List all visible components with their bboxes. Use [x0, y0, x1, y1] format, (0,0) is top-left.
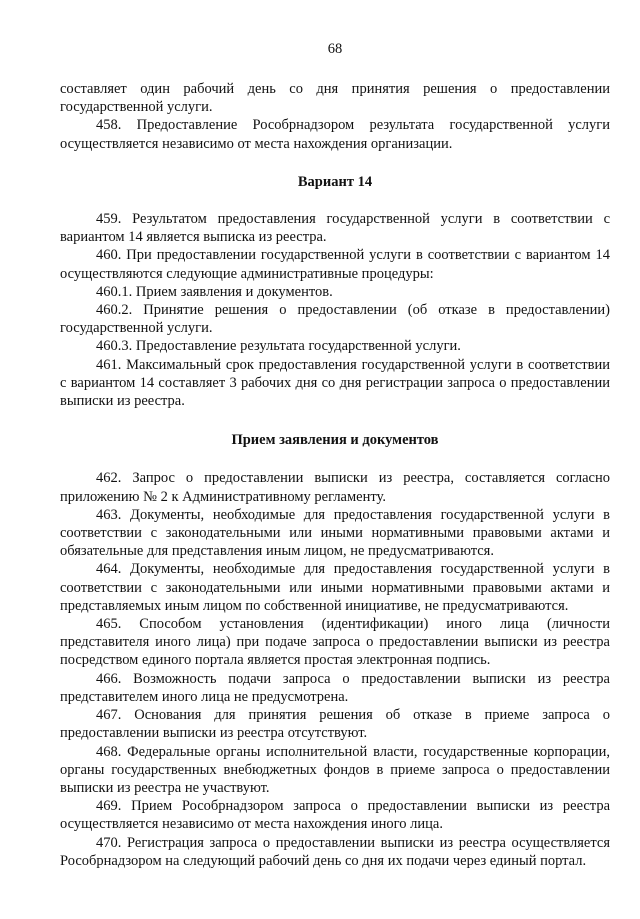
paragraph-459: 459. Результатом предоставления государственной услуги в соответствии с вариантом 14 является выписка из реестра. — [60, 211, 610, 246]
paragraph-458: 458. Предоставление Рособрнадзором результата государственной услуги осуществляется независимо от места нахождения организации. — [60, 117, 610, 152]
section-heading-application-intake: Прием заявления и документов — [231, 432, 439, 449]
section-heading-variant-14: Вариант 14 — [297, 173, 373, 190]
paragraph-460-2: 460.2. Принятие решения о предоставлении (об отказе в предоставлении) государственной услуги. — [60, 302, 610, 337]
paragraph-462: 462. Запрос о предоставлении выписки из реестра, составляется согласно приложению № 2 к Административному регламенту. — [60, 470, 610, 505]
paragraph-467: 467. Основания для принятия решения об отказе в приеме запроса о предоставлении выписки из реестра отсутствуют. — [60, 707, 610, 742]
paragraph-460-1: 460.1. Прием заявления и документов. — [96, 283, 333, 300]
paragraph-468: 468. Федеральные органы исполнительной власти, государственные корпорации, органы государственных внебюджетных фондов в приеме запроса о предоставлении выписки из реестра не участвуют. — [60, 743, 610, 796]
paragraph-466: 466. Возможность подачи запроса о предоставлении выписки из реестра представителем иного лица не предусмотрена. — [60, 670, 610, 705]
paragraph-464: 464. Документы, необходимые для предоставления государственной услуги в соответствии с законодательными или иными нормативными правовыми актами и представляемых иным лицом по собственной инициативе, не предусматриваются. — [60, 561, 610, 614]
paragraph-continuation: составляет один рабочий день со дня принятия решения о предоставлении государственной услуги. — [60, 81, 610, 116]
paragraph-460: 460. При предоставлении государственной услуги в соответствии с вариантом 14 осуществляются следующие административные процедуры: — [60, 247, 610, 282]
paragraph-460-3: 460.3. Предоставление результата государственной услуги. — [96, 338, 461, 355]
paragraph-463: 463. Документы, необходимые для предоставления государственной услуги в соответствии с законодательными или иными нормативными правовыми актами и обязательные для представления иным лицом, не предусматриваются. — [60, 506, 610, 560]
paragraph-469: 469. Прием Рособрнадзором запроса о предоставлении выписки из реестра осуществляется независимо от места нахождения иного лица. — [60, 798, 610, 833]
paragraph-465: 465. Способом установления (идентификации) иного лица (личности представителя иного лица) при подаче запроса о предоставлении выписки из реестра посредством единого портала является простая электронная подпись. — [60, 616, 610, 669]
paragraph-470: 470. Регистрация запроса о предоставлении выписки из реестра осуществляется Рособрнадзором на следующий рабочий день со дня их подачи через единый портал. — [60, 834, 610, 869]
paragraph-461: 461. Максимальный срок предоставления государственной услуги в соответствии с вариантом 14 составляет 3 рабочих дня со дня регистрации запроса о предоставлении выписки из реестра. — [60, 356, 610, 410]
page-number: 68 — [327, 41, 343, 57]
